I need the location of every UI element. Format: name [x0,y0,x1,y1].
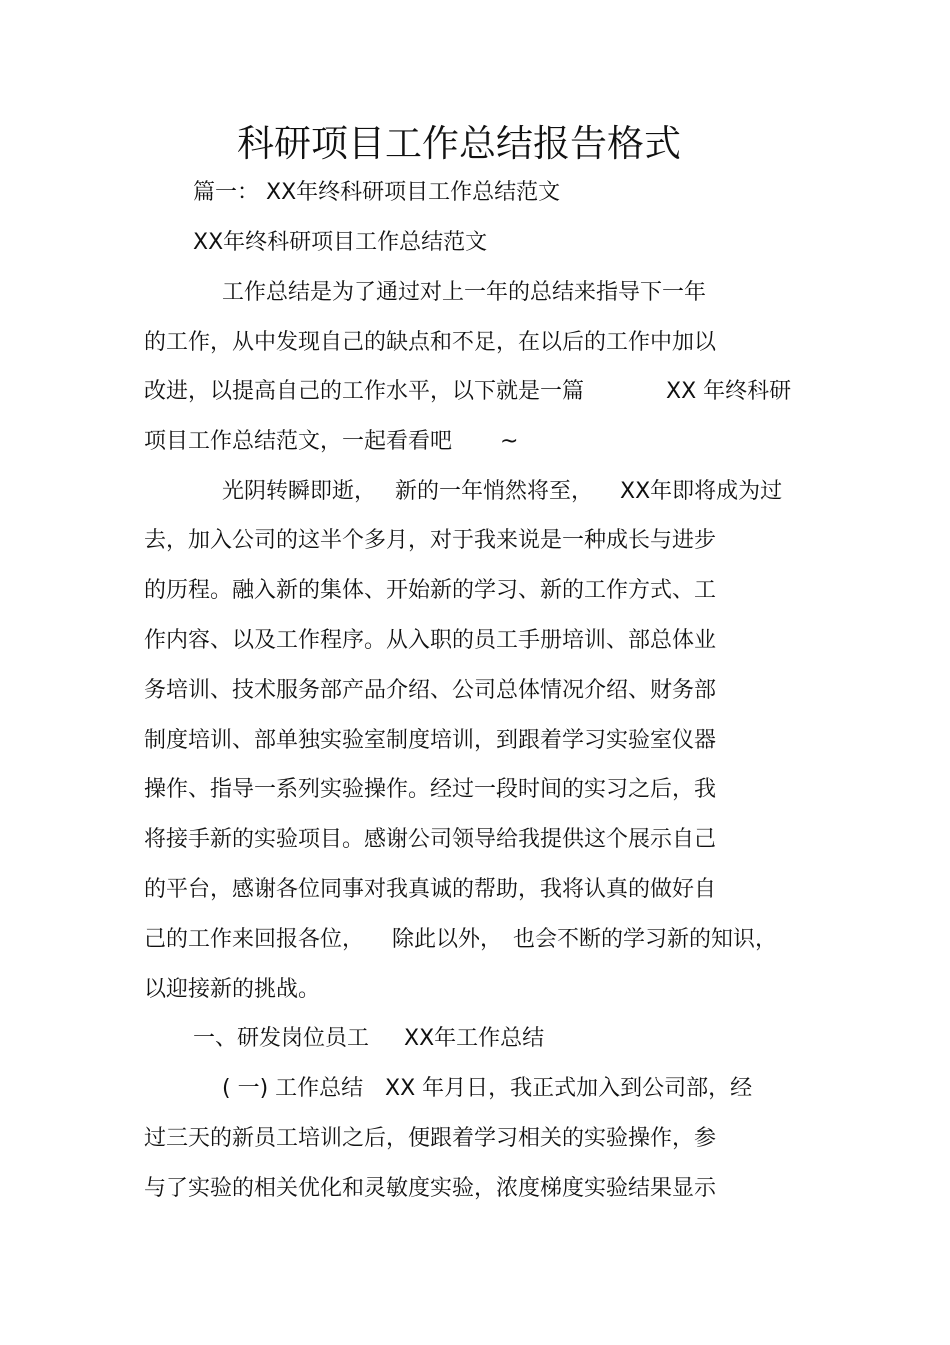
article-subtitle: 篇一： XX年终科研项目工作总结范文 [193,180,561,205]
text-segment: XX年即将成为过 [620,479,783,504]
paragraph-line: 作内容、以及工作程序。从入职的员工手册培训、部总体业 [144,628,717,653]
text-segment: 除此以外， [392,927,503,952]
paragraph-line: 操作、指导一系列实验操作。经过一段时间的实习之后，我 [144,777,717,802]
text-segment: ( 一) 工作总结 [222,1076,364,1101]
text-segment: 一、研发岗位员工 [193,1026,370,1051]
text-segment: XX 年月日，我正式加入到公司部，经 [385,1076,753,1101]
text-segment: 项目工作总结范文，一起看看吧 [144,429,453,454]
text-segment: ~ [500,429,519,454]
paragraph-line [144,377,804,407]
paragraph-line: 务培训、技术服务部产品介绍、公司总体情况介绍、财务部 [144,678,717,703]
article-heading: XX年终科研项目工作总结范文 [193,230,488,255]
paragraph-line [222,1074,782,1104]
paragraph-line: 的工作，从中发现自己的缺点和不足，在以后的工作中加以 [144,330,717,355]
paragraph-line: 的历程。融入新的集体、开始新的学习、新的工作方式、工 [144,578,717,603]
text-segment: 新的一年悄然将至， [395,479,594,504]
text-segment: 己的工作来回报各位， [144,927,365,952]
paragraph-line: 的平台，感谢各位同事对我真诚的帮助，我将认真的做好自 [144,877,717,902]
text-segment: 光阴转瞬即逝， [222,479,377,504]
paragraph-line: 将接手新的实验项目。感谢公司领导给我提供这个展示自己 [144,827,717,852]
section-heading [193,1024,593,1054]
paragraph-line: 与了实验的相关优化和灵敏度实验，浓度梯度实验结果显示 [144,1176,717,1201]
paragraph-line [222,477,802,507]
paragraph-line: 以迎接新的挑战。 [144,977,321,1002]
paragraph-line: 制度培训、部单独实验室制度培训，到跟着学习实验室仪器 [144,728,717,753]
text-segment: XX 年终科研 [666,379,792,404]
text-segment: 也会不断的学习新的知识， [513,927,778,952]
text-segment: XX年工作总结 [404,1026,545,1051]
paragraph-line: 过三天的新员工培训之后，便跟着学习相关的实验操作，参 [144,1126,717,1151]
text-segment: 改进，以提高自己的工作水平，以下就是一篇 [144,379,585,404]
paragraph-line: 去，加入公司的这半个多月，对于我来说是一种成长与进步 [144,528,717,553]
document-title: 科研项目工作总结报告格式 [237,122,681,165]
paragraph-line: 工作总结是为了通过对上一年的总结来指导下一年 [222,280,707,305]
paragraph-line [144,925,794,955]
paragraph-line [144,427,544,457]
